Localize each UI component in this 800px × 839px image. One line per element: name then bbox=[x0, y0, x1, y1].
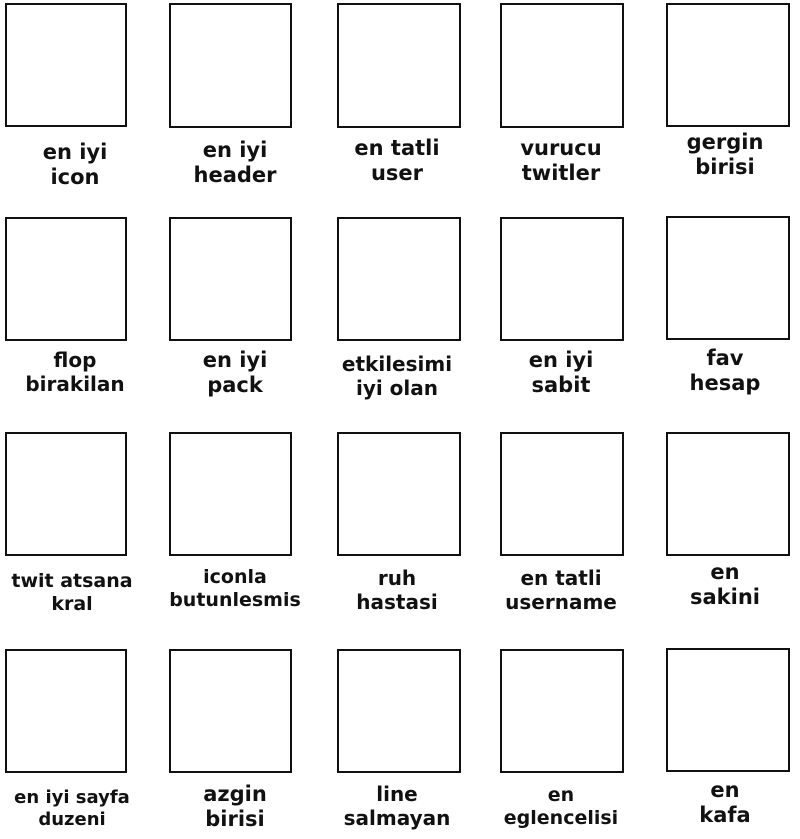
cell-label: en iyi sabit bbox=[528, 348, 594, 398]
image-slot-en-eglencelisi[interactable] bbox=[500, 649, 624, 773]
cell-label: en kafa bbox=[699, 778, 751, 828]
image-slot-etkilesimi-iyi-olan[interactable] bbox=[337, 217, 461, 341]
cell-label: azgin birisi bbox=[203, 782, 267, 832]
cell-label: ruh hastasi bbox=[356, 566, 438, 614]
image-slot-en-tatli-user[interactable] bbox=[337, 3, 461, 128]
cell-label: iconla butunlesmis bbox=[169, 566, 301, 611]
image-slot-line-salmayan[interactable] bbox=[337, 649, 461, 773]
cell-label: flop birakilan bbox=[25, 348, 125, 396]
cell-label: etkilesimi iyi olan bbox=[341, 352, 453, 400]
cell-label: vurucu twitler bbox=[520, 136, 602, 186]
image-slot-en-kafa[interactable] bbox=[666, 648, 790, 772]
image-slot-iconla-butunlesmis[interactable] bbox=[169, 432, 292, 556]
cell-label: en iyi header bbox=[193, 138, 277, 188]
image-slot-flop-birakilan[interactable] bbox=[5, 217, 127, 341]
image-slot-fav-hesap[interactable] bbox=[666, 216, 790, 340]
image-slot-en-iyi-header[interactable] bbox=[169, 3, 292, 128]
cell-label: en eglencelisi bbox=[503, 784, 619, 829]
cell-label: en iyi sayfa duzeni bbox=[14, 787, 130, 830]
cell-label: fav hesap bbox=[689, 346, 761, 396]
cell-label: en iyi pack bbox=[202, 348, 268, 398]
image-slot-en-iyi-sabit[interactable] bbox=[500, 217, 624, 341]
image-slot-en-iyi-icon[interactable] bbox=[5, 3, 127, 127]
cell-label: en tatli username bbox=[505, 566, 617, 614]
image-slot-vurucu-twitler[interactable] bbox=[500, 3, 624, 128]
cell-label: en sakini bbox=[690, 560, 760, 610]
cell-label: gergin birisi bbox=[686, 130, 764, 180]
cell-label: line salmayan bbox=[343, 782, 451, 830]
image-slot-gergin-birisi[interactable] bbox=[666, 3, 790, 127]
cell-label: en iyi icon bbox=[42, 140, 108, 190]
image-slot-en-tatli-username[interactable] bbox=[500, 432, 624, 556]
cell-label: twit atsana kral bbox=[11, 570, 133, 615]
image-slot-en-sakini[interactable] bbox=[666, 432, 790, 556]
cell-label: en tatli user bbox=[354, 136, 440, 186]
image-slot-en-iyi-sayfa-duzeni[interactable] bbox=[5, 649, 127, 773]
image-slot-azgin-birisi[interactable] bbox=[169, 649, 292, 773]
image-slot-en-iyi-pack[interactable] bbox=[169, 217, 292, 341]
image-slot-twit-atsana-kral[interactable] bbox=[5, 432, 127, 556]
image-slot-ruh-hastasi[interactable] bbox=[337, 432, 461, 556]
